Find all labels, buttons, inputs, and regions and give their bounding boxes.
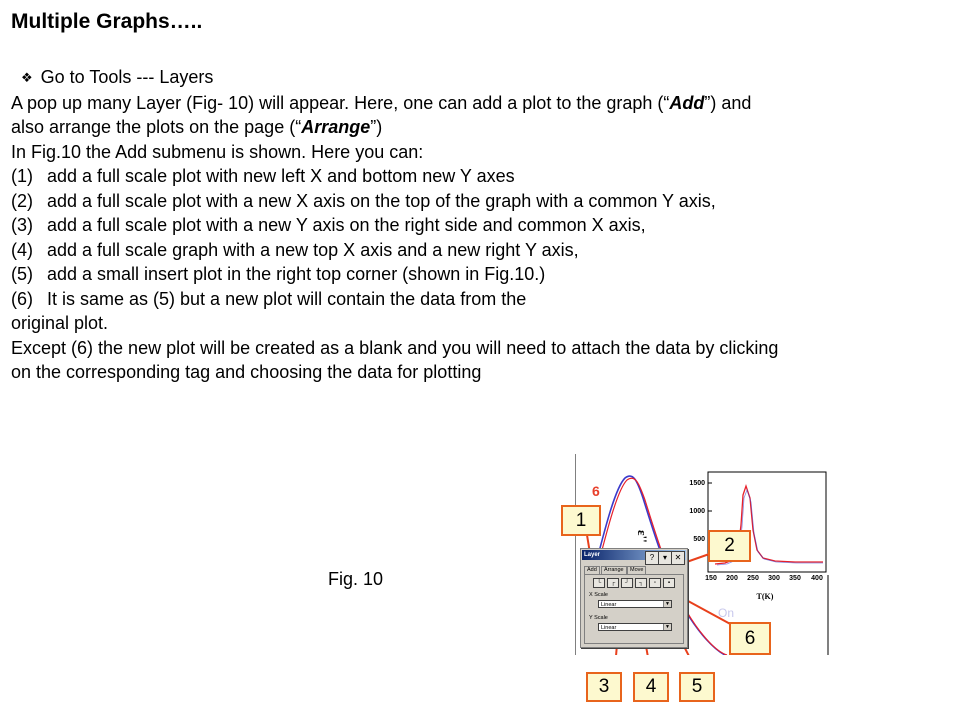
intro-line-3: In Fig.10 the Add submenu is shown. Here you can: xyxy=(11,141,424,162)
y-scale-label: Y Scale xyxy=(589,615,608,621)
diamond-bullet-icon: ❖ xyxy=(21,70,33,85)
pin-icon[interactable]: ▾ xyxy=(658,551,672,565)
list-item: (5) add a small insert plot in the right top corner (shown in Fig.10.) xyxy=(11,264,546,284)
inset-xtick: 350 xyxy=(789,575,801,582)
inset-ytick: 500 xyxy=(693,536,705,543)
inset-ytick: 1500 xyxy=(689,480,705,487)
add-plot-button-5[interactable]: ▫ xyxy=(649,578,661,588)
list-item: (3) add a full scale plot with a new Y axis on the right side and common X axis, xyxy=(11,215,646,235)
tab-add[interactable]: Add xyxy=(584,566,600,574)
inset-xtick: 250 xyxy=(747,575,759,582)
slide-title: Multiple Graphs….. xyxy=(11,10,203,33)
layer-dialog xyxy=(580,548,688,648)
callout-6: 6 xyxy=(729,622,771,655)
dialog-title: Layer xyxy=(582,550,686,560)
except-line-2: on the corresponding tag and choosing the data for plotting xyxy=(11,362,482,382)
marker-6-label: 6 xyxy=(592,483,600,499)
figure-10 xyxy=(575,450,829,655)
bullet-line xyxy=(11,65,956,91)
y-scale-select[interactable]: Linear ▼ xyxy=(598,623,672,631)
inset-ytick: 1000 xyxy=(689,508,705,515)
figure-caption: Fig. 10 xyxy=(328,569,384,589)
tab-move[interactable]: Move xyxy=(627,566,646,574)
inset-xtick: 200 xyxy=(726,575,738,582)
add-panel xyxy=(584,574,684,644)
list-item: (2) add a full scale plot with a new X axis on the top of the graph with a common Y axis, xyxy=(11,190,716,211)
inset-xlabel: T(K) xyxy=(756,592,774,601)
x-scale-select[interactable]: Linear ▼ xyxy=(598,600,672,608)
inset-xtick: 400 xyxy=(811,575,823,582)
except-line-1: Except (6) the new plot will be created as a blank and you will need to attach the data by clicking xyxy=(11,337,779,358)
list-item: (6) It is same as (5) but a new plot will contain the data from the xyxy=(11,288,527,309)
callout-2: 2 xyxy=(708,530,751,562)
add-plot-button-3[interactable]: ┘ xyxy=(621,578,633,588)
help-icon[interactable]: ? xyxy=(645,551,659,565)
callout-4: 4 xyxy=(633,672,669,702)
list-item: (4) add a full scale graph with a new top X axis and a new right Y axis, xyxy=(11,239,579,260)
callout-1: 1 xyxy=(561,505,601,536)
arrange-emphasis: Arrange xyxy=(301,117,371,137)
inset-xtick: 150 xyxy=(705,575,717,582)
continuation-line: original plot. xyxy=(11,313,109,333)
list-item: (1) add a full scale plot with new left X and bottom new Y axes xyxy=(11,166,515,186)
callout-5: 5 xyxy=(679,672,715,702)
close-icon[interactable]: ✕ xyxy=(671,551,685,565)
x-scale-label: X Scale xyxy=(589,592,608,598)
inset-xtick: 300 xyxy=(768,575,780,582)
add-plot-button-2[interactable]: ┌ xyxy=(607,578,619,588)
callout-3: 3 xyxy=(586,672,622,702)
faint-text: On xyxy=(718,606,735,620)
chevron-down-icon: ▼ xyxy=(663,601,671,607)
add-plot-button-4[interactable]: ┐ xyxy=(635,578,647,588)
chevron-down-icon: ▼ xyxy=(663,624,671,630)
intro-line-2: also arrange the plots on the page (“Arrange”) xyxy=(11,117,383,137)
add-plot-button-6[interactable]: ▪ xyxy=(663,578,675,588)
intro-line-1: A pop up many Layer (Fig- 10) will appear. Here, one can add a plot to the graph (“Add”) and xyxy=(11,92,752,113)
add-plot-button-1[interactable]: └ xyxy=(593,578,605,588)
add-emphasis: Add xyxy=(669,92,705,113)
tab-arrange[interactable]: Arrange xyxy=(601,566,627,574)
main-ylabel: ε'' xyxy=(635,530,650,543)
bullet-text: Go to Tools --- Layers xyxy=(40,67,214,87)
body-text xyxy=(11,65,956,385)
